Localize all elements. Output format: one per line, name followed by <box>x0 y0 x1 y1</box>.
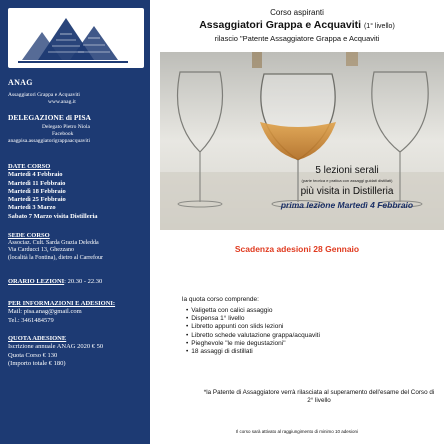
teorica-pratica-note: (parte teorica e pratica con assaggi guidati distillati) <box>301 178 393 183</box>
orario-value: : 20.30 - 22.30 <box>64 278 103 285</box>
date-item: Sabato 7 Marzo visita Distilleria <box>8 212 98 220</box>
date-item: Martedì 25 Febbraio <box>8 196 66 204</box>
course-level: (1° livello) <box>363 23 395 30</box>
anag-subtitle-line: Assaggiatori Grappa e Acquaviti <box>8 92 80 98</box>
anag-subtitle <box>8 92 146 106</box>
delegato-name: Delegato Pietro Niola <box>42 124 90 130</box>
left-info-panel <box>0 0 150 444</box>
sede-line: Associaz. Cult. Sarda Grazia Deledda <box>8 239 99 246</box>
sede-line: Via Carducci 13, Ghezzano <box>8 247 74 253</box>
lezioni-serali: 5 lezioni serali <box>315 165 379 176</box>
sede-corso-heading: SEDE CORSO <box>8 232 50 239</box>
tasting-glasses-photo <box>160 52 444 230</box>
date-item: Martedì 3 Marzo <box>8 204 56 212</box>
info-heading: PER INFORMAZIONI E ADESIONI: <box>8 300 116 307</box>
patente-note: *la Patente di Assaggiatore verrà rilasciata al superamento dell'esame del Corso di 2° livello <box>203 389 435 404</box>
delegazione-info <box>8 124 146 145</box>
facebook-link[interactable]: anagpisa.assaggiatorigrappaacquaviti <box>8 138 91 144</box>
email-contact[interactable]: Mail: pisa.anag@gmail.com <box>8 308 82 316</box>
date-corso-heading: DATE CORSO <box>8 163 51 170</box>
course-title <box>150 19 444 31</box>
scadenza-adesioni: Scadenza adesioni 28 Gennaio <box>234 244 360 254</box>
anag-title: ANAG <box>8 78 33 87</box>
anag-website: www.anag.it <box>48 99 76 105</box>
visita-distilleria: più visita in Distilleria <box>300 186 394 197</box>
phone-contact[interactable]: Tel.: 3461484579 <box>8 316 54 324</box>
date-item: Martedì 18 Febbraio <box>8 187 66 195</box>
quota-heading: QUOTA ADESIONE <box>8 335 67 342</box>
date-corso-section <box>8 163 146 221</box>
quota-corso-heading: la quota corso comprende: <box>182 296 259 303</box>
rilascio-line: rilascio "Patente Assaggiatore Grappa e Acquaviti <box>214 34 380 43</box>
info-section <box>8 300 146 325</box>
list-item: • Libretto appunti con slids lezioni <box>186 323 320 331</box>
quota-line: Iscrizione annuale ANAG 2020 € 50 <box>8 343 104 351</box>
quota-line: Quota Corso € 130 <box>8 351 58 359</box>
list-item: • Pieghevole "le mie degustazioni" <box>186 340 320 348</box>
attivazione-note: Il corso sarà attivato al raggiungimento di minimo 10 adesioni <box>235 429 359 434</box>
quota-line: (Importo totale € 180) <box>8 359 66 367</box>
delegazione-title: DELEGAZIONE di PISA <box>8 113 91 122</box>
sede-line: (località la Fontina), dietro al Carrefour <box>8 254 103 261</box>
date-item: Martedì 11 Febbraio <box>8 179 66 187</box>
course-title-text: Assaggiatori Grappa e Acquaviti <box>199 19 362 31</box>
orario-lezioni <box>8 278 146 285</box>
orario-heading: ORARIO LEZIONI <box>8 278 65 285</box>
date-item: Martedì 4 Febbraio <box>8 171 63 179</box>
sede-corso-section <box>8 232 146 262</box>
list-item: • 18 assaggi di distillati <box>186 348 320 356</box>
logo-triangles-icon <box>8 8 144 68</box>
list-item: • Valigetta con calici assaggio <box>186 307 320 315</box>
prima-lezione: prima lezione Martedì 4 Febbraio <box>280 200 414 210</box>
anag-logo <box>8 8 144 68</box>
list-item: • Dispensa 1° livello <box>186 315 320 323</box>
list-item: • Libretto schede valutazione grappa/acquaviti <box>186 332 320 340</box>
quota-adesione-section <box>8 335 146 368</box>
corso-label: Corso aspiranti <box>270 8 324 17</box>
facebook-label: Facebook <box>52 131 74 137</box>
included-items-list <box>186 307 320 356</box>
